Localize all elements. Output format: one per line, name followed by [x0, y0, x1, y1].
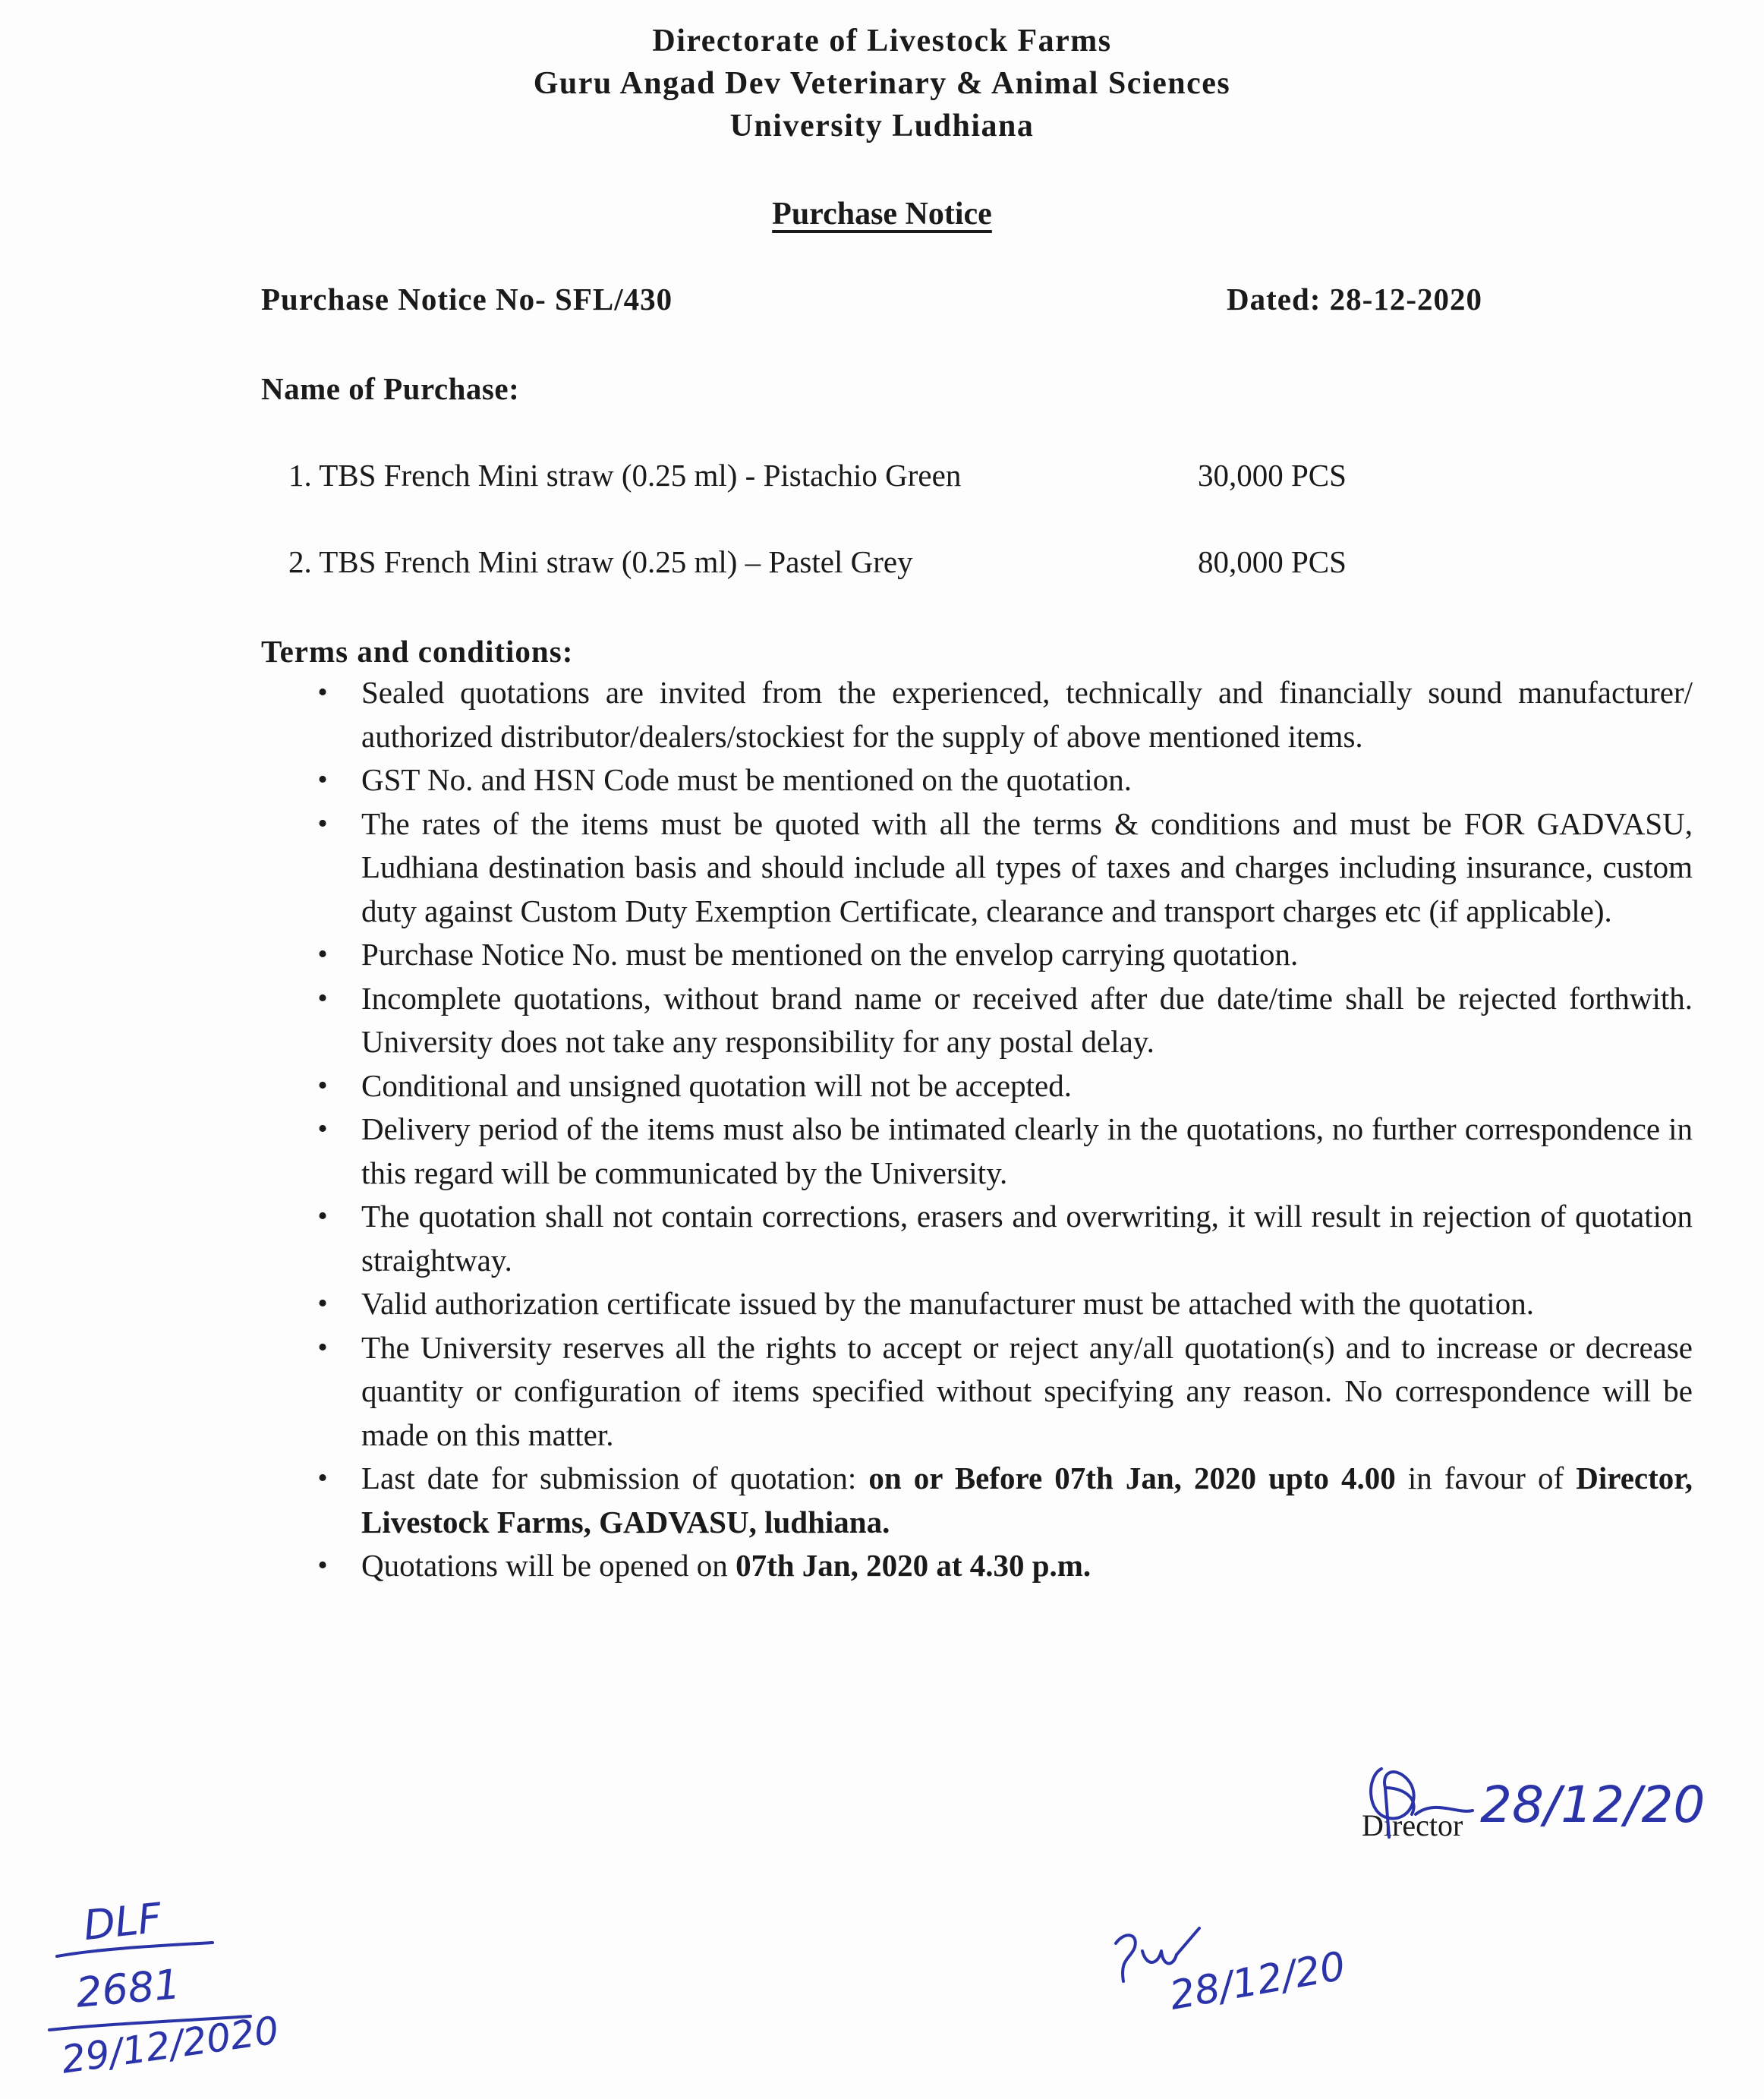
term-item: • The quotation shall not contain corrections, erasers and overwriting, it will result in rejection of quotation straightway.	[311, 1195, 1693, 1282]
term-item: • Valid authorization certificate issued by the manufacturer must be attached with the quotation.	[311, 1282, 1693, 1326]
bullet-icon: •	[317, 1113, 328, 1145]
bullet-icon: •	[317, 764, 328, 796]
initials-date: 28/12/20	[1166, 1943, 1349, 2019]
term-item-opening: • Quotations will be opened on 07th Jan, 2020 at 4.30 p.m.	[311, 1544, 1693, 1588]
term-item: • The rates of the items must be quoted with all the terms & conditions and must be FOR GADVASU, Ludhiana destination basis and should include all types of taxes and charges including insurance, custom duty against Custom Duty Exemption Certificate, clearance and transport charges etc (if applicable).	[311, 802, 1693, 934]
receipt-date: 29/12/2020	[58, 2008, 282, 2082]
receipt-number: 2681	[74, 1960, 182, 2017]
bullet-icon: •	[317, 938, 328, 970]
notice-number: Purchase Notice No- SFL/430	[261, 282, 673, 317]
bullet-icon: •	[317, 982, 328, 1014]
director-signature	[1351, 1746, 1731, 1867]
bullet-icon: •	[317, 1462, 328, 1494]
document-title: Purchase Notice	[772, 197, 992, 232]
term-item: • Delivery period of the items must also be intimated clearly in the quotations, no further correspondence in this regard will be communicated by the University.	[311, 1108, 1693, 1195]
term-item: • The University reserves all the rights to accept or reject any/all quotation(s) and to increase or decrease quantity or configuration of items specified without specifying any reason. No correspondence will be made on this matter.	[311, 1326, 1693, 1458]
term-item: • Sealed quotations are invited from the experienced, technically and financially sound manufacturer/ authorized distributor/dealers/stockiest for the supply of above mentioned items.	[311, 671, 1693, 758]
org-name-line-3: University Ludhiana	[729, 109, 1035, 143]
term-item: • Purchase Notice No. must be mentioned on the envelop carrying quotation.	[311, 933, 1693, 977]
purchase-item-2-qty: 80,000 PCS	[1198, 544, 1347, 579]
term-item: • GST No. and HSN Code must be mentioned on the quotation.	[311, 758, 1693, 802]
signature-title: Director	[1362, 1808, 1463, 1842]
bullet-icon: •	[317, 1287, 328, 1319]
org-name-line-1: Directorate of Livestock Farms	[652, 24, 1112, 58]
purchase-item-1: 1. TBS French Mini straw (0.25 ml) - Pistachio Green	[288, 458, 962, 493]
bullet-icon: •	[317, 676, 328, 708]
purchase-item-2: 2. TBS French Mini straw (0.25 ml) – Pastel Grey	[288, 544, 913, 579]
receipt-code: DLF	[80, 1893, 164, 1950]
notice-date: Dated: 28-12-2020	[1227, 282, 1482, 317]
director-signature-date: 28/12/20	[1480, 1776, 1706, 1834]
bullet-icon: •	[317, 1200, 328, 1232]
bullet-icon: •	[317, 1549, 328, 1581]
receipt-underline	[53, 1940, 220, 1962]
bullet-icon: •	[317, 807, 328, 840]
bullet-icon: •	[317, 1331, 328, 1363]
purchase-heading: Name of Purchase:	[261, 371, 520, 406]
terms-list	[311, 671, 1693, 1588]
org-name-line-2: Guru Angad Dev Veterinary & Animal Sciences	[533, 66, 1231, 101]
term-item: • Conditional and unsigned quotation will not be accepted.	[311, 1064, 1693, 1108]
term-item-last-date: • Last date for submission of quotation: on or Before 07th Jan, 2020 upto 4.00 in favour of Director, Livestock Farms, GADVASU, ludhiana.	[311, 1457, 1693, 1544]
terms-heading: Terms and conditions:	[261, 634, 574, 669]
bullet-icon: •	[317, 1069, 328, 1102]
term-item: • Incomplete quotations, without brand name or received after due date/time shall be rejected forthwith. University does not take any responsibility for any postal delay.	[311, 977, 1693, 1064]
purchase-item-1-qty: 30,000 PCS	[1198, 458, 1347, 493]
